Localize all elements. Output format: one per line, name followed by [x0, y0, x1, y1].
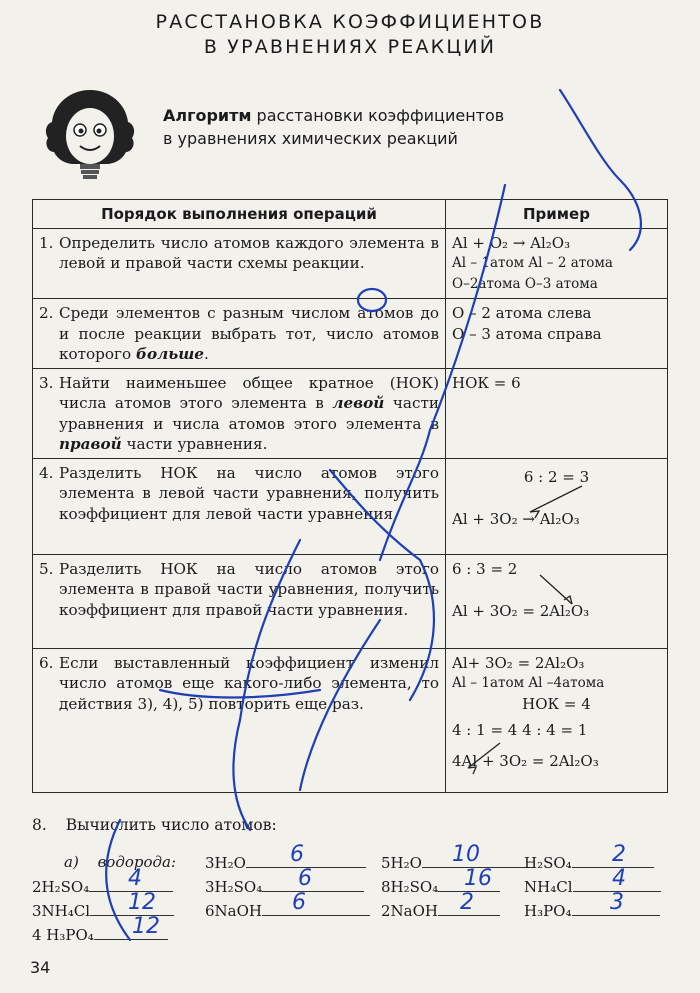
page-title: [0, 10, 700, 60]
step-text: части уравнения и числа атомов этого элемента в: [59, 394, 439, 433]
list-item[interactable]: [381, 901, 500, 920]
example-line: НОК = 6: [452, 373, 521, 392]
step-emphasis: больше: [135, 345, 204, 363]
algorithm-line-2: в уравнениях химических реакций: [163, 129, 458, 148]
table-row: [33, 368, 668, 458]
example-line: Al + 3O₂ = 2Al₂O₃: [452, 602, 590, 620]
step-number: 3.: [39, 373, 54, 392]
example-line: O–2атома O–3 атома: [452, 275, 598, 292]
sub-text: водорода:: [97, 853, 177, 871]
list-item[interactable]: [524, 901, 660, 920]
example-line: Al + 3O₂ → Al₂O₃: [452, 510, 580, 528]
example-line: 6 : 3 = 2: [452, 559, 518, 578]
example-line: 4 : 1 = 4 4 : 4 = 1: [452, 721, 588, 739]
step-text: Найти наименьшее общее кратное (НОК) числа атомов этого элемента в: [59, 373, 439, 412]
step-text: Разделить НОК на число атомов этого элемента в правой части уравнения, получить коэффициент для правой части уравнения.: [59, 559, 439, 619]
handwritten-answer: 6: [290, 842, 304, 867]
handwritten-answer: 4: [612, 866, 626, 891]
answer-blank[interactable]: [262, 901, 370, 916]
handwritten-answer: 12: [132, 914, 160, 939]
step-number: 5.: [39, 559, 54, 578]
page-number: 34: [30, 958, 51, 977]
example-line: 4Al + 3O₂ = 2Al₂O₃: [452, 751, 599, 770]
table-row: [33, 458, 668, 554]
list-item[interactable]: [524, 877, 661, 896]
table-header: [33, 200, 668, 229]
lightbulb-mascot-icon: [40, 86, 140, 186]
formula: 6NaOH: [205, 902, 262, 920]
algorithm-heading: [163, 104, 504, 150]
task-text: Вычислить число атомов:: [65, 816, 277, 834]
step-emphasis-right: правой: [59, 435, 122, 453]
handwritten-answer: 16: [464, 866, 492, 891]
algorithm-bold: Алгоритм: [163, 106, 252, 125]
formula: 2NaOH: [381, 902, 438, 920]
handwritten-answer: 2: [460, 890, 474, 915]
step-number: 4.: [39, 463, 54, 482]
table-row: [33, 554, 668, 648]
step-number: 1.: [39, 233, 54, 252]
algorithm-table: [32, 199, 668, 793]
list-item[interactable]: [205, 877, 364, 896]
step-text: Разделить НОК на число атомов этого элемента в левой части уравнения, получить коэффициент для левой части уравнения.: [59, 463, 439, 523]
formula: 2H₂SO₄: [32, 878, 90, 896]
formula: H₃PO₄: [524, 902, 572, 920]
sub-label-a: [64, 853, 176, 871]
formula: 3H₂SO₄: [205, 878, 263, 896]
list-item[interactable]: [205, 901, 370, 920]
handwritten-answer: 6: [292, 890, 306, 915]
example-line: O – 3 атома справа: [452, 324, 602, 343]
example-line: НОК = 4: [522, 694, 591, 713]
example-line: 6 : 2 = 3: [523, 467, 590, 486]
step-text: Если выставленный коэффициент изменил число атомов еще какого-либо элемента, то действия 3), 4), 5) повторить еще раз.: [59, 653, 439, 713]
formula: H₂SO₄: [524, 854, 572, 872]
example-line: Al+ 3O₂ = 2Al₂O₃: [452, 653, 585, 672]
step-text: части уравнения.: [121, 435, 268, 453]
formula: 8H₂SO₄: [381, 878, 439, 896]
example-line: O – 2 атома слева: [452, 304, 592, 322]
sub-label: а): [64, 853, 79, 871]
task-8: [32, 816, 277, 834]
table-row: [33, 228, 668, 299]
handwritten-answer: 6: [298, 866, 312, 891]
list-item[interactable]: [524, 853, 654, 872]
step-emphasis-left: левой: [332, 394, 385, 412]
title-line-2: В УРАВНЕНИЯХ РЕАКЦИЙ: [203, 36, 497, 58]
formula: 4 H₃PO₄: [32, 926, 94, 944]
handwritten-answer: 2: [612, 842, 626, 867]
formula: 5H₂O: [381, 854, 422, 872]
col-operations: Порядок выполнения операций: [33, 200, 446, 229]
step-text: Среди элементов с разным числом атомов до и после реакции выбрать тот, число атомов которого: [59, 304, 439, 363]
list-item[interactable]: [205, 853, 366, 872]
handwritten-answer: 12: [128, 890, 156, 915]
step-number: 6.: [39, 653, 54, 672]
example-line: Al – 1атом Al –4атома: [452, 675, 605, 691]
handwritten-answer: 4: [128, 866, 142, 891]
formula: 3H₂O: [205, 854, 246, 872]
formula: NH₄Cl: [524, 878, 573, 896]
handwritten-answer: 10: [452, 842, 480, 867]
answer-blank[interactable]: [262, 877, 364, 892]
example-line: Al + O₂ → Al₂O₃: [452, 233, 571, 252]
step-text: Определить число атомов каждого элемента в левой и правой части схемы реакции.: [59, 233, 439, 272]
table-row: [33, 299, 668, 369]
algorithm-rest: расстановки коэффициентов: [251, 106, 505, 125]
handwritten-answer: 3: [610, 890, 624, 915]
title-line-1: РАССТАНОВКА КОЭФФИЦИЕНТОВ: [155, 11, 545, 33]
step-text-end: .: [203, 345, 209, 363]
table-row: [33, 648, 668, 792]
step-number: 2.: [39, 304, 54, 322]
task-number: 8.: [32, 816, 47, 834]
example-line: Al – 1атом Al – 2 атома: [452, 255, 613, 271]
col-example: Пример: [446, 200, 668, 229]
formula: 3NH₄Cl: [32, 902, 91, 920]
